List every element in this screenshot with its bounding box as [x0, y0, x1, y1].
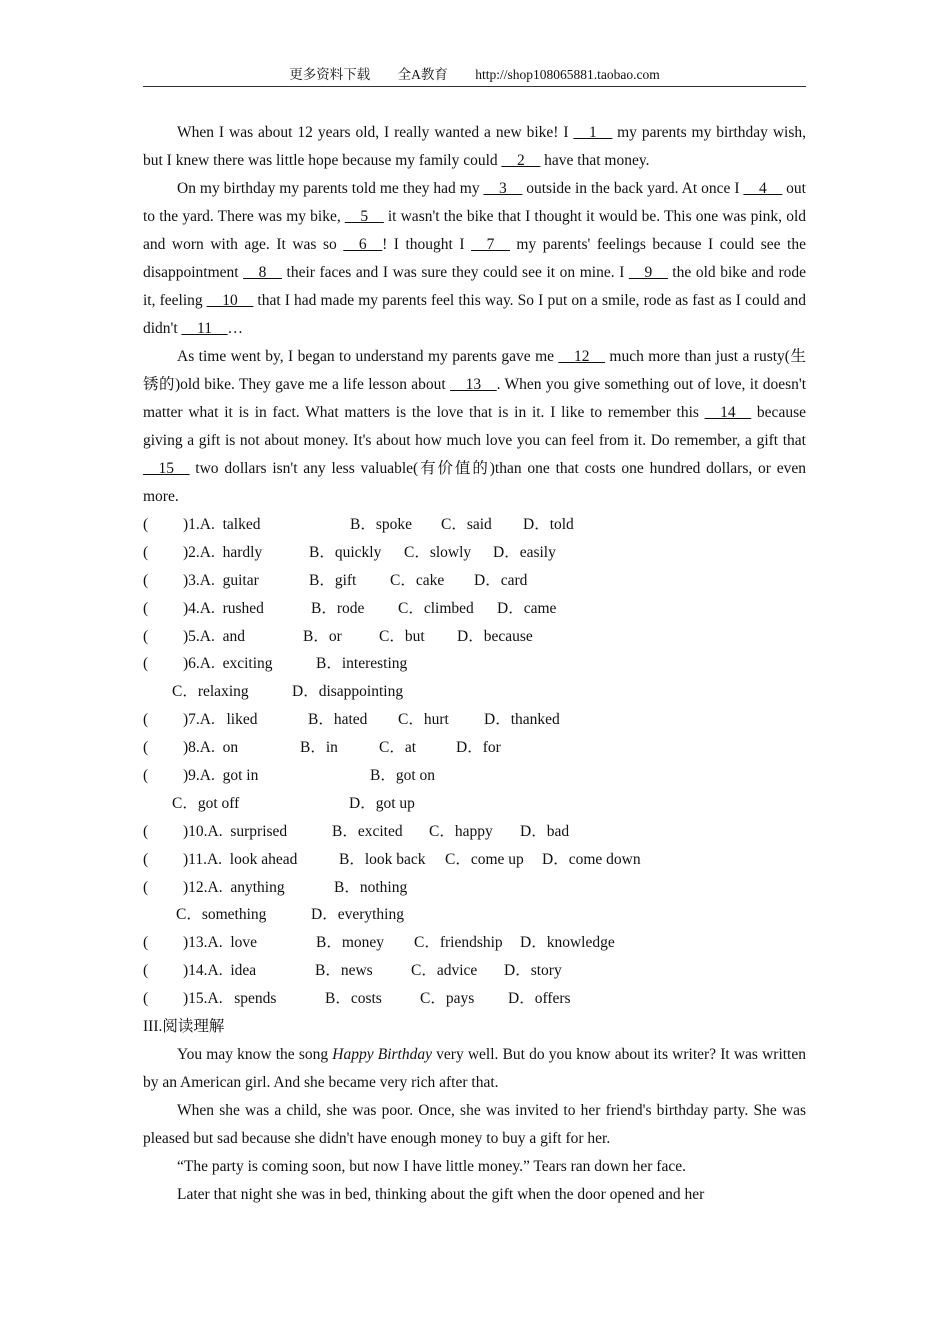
- reading_paragraphs-paragraph: [143, 1041, 806, 1097]
- answer-option: D．disappointing: [292, 683, 404, 701]
- answer-option: )12.A. anything: [183, 878, 285, 896]
- answer-option: )10.A. surprised: [183, 822, 288, 840]
- blank-number: __11__: [181, 320, 228, 337]
- passage-text: that I had made my parents feel this way. So I put on a smile, rode as fast as I could and didn't: [143, 292, 806, 337]
- answer-option: D．came: [497, 599, 557, 617]
- answer-option: B．excited: [332, 822, 403, 840]
- answer-option: D．easily: [493, 543, 556, 561]
- passage-text: …: [227, 320, 243, 337]
- answer-option: B．nothing: [334, 878, 408, 896]
- answer-option: )15.A. spends: [183, 990, 277, 1008]
- answer-bracket: (: [143, 543, 149, 561]
- answer-option: D．thanked: [484, 711, 560, 729]
- reading_paragraphs-paragraph: [143, 1097, 806, 1153]
- answer-option: C．come up: [445, 850, 524, 868]
- answer-bracket: (: [143, 934, 149, 952]
- blank-number: __9__: [628, 264, 668, 281]
- passage-text: two dollars isn't any less valuable(有价值的)than one that costs one hundred dollars, or even more.: [143, 460, 806, 505]
- answer-bracket: (: [143, 711, 149, 729]
- question-line: [143, 539, 806, 567]
- answer-bracket: (: [143, 599, 149, 617]
- song-title: Happy Birthday: [332, 1046, 432, 1064]
- answer-option: C．at: [379, 739, 417, 757]
- answer-option: )6.A. exciting: [183, 655, 273, 673]
- question-line: [143, 929, 806, 957]
- answer-option: )14.A. idea: [183, 962, 257, 980]
- document-body: [143, 119, 806, 1209]
- answer-bracket: (: [143, 767, 149, 785]
- answer-option: C．got off: [172, 794, 240, 812]
- passage-text: When I was about 12 years old, I really wanted a new bike! I: [177, 124, 574, 141]
- answer-option: )11.A. look ahead: [183, 850, 298, 868]
- question-line: [143, 595, 806, 623]
- answer-option: B．costs: [325, 990, 382, 1008]
- question-line: [143, 818, 806, 846]
- blank-number: __15__: [143, 460, 190, 477]
- answer-option: )2.A. hardly: [183, 543, 263, 561]
- passage-text: much more than just a rusty(生锈的)old bike. They gave me a life lesson about: [143, 348, 807, 393]
- answer-bracket: (: [143, 850, 149, 868]
- answer-bracket: (: [143, 571, 149, 589]
- question-line: [143, 623, 806, 651]
- answer-option: )4.A. rushed: [183, 599, 264, 617]
- answer-option: B．quickly: [309, 543, 382, 561]
- answer-option: D．come down: [542, 850, 641, 868]
- question-line: [143, 846, 806, 874]
- answer-option: B．in: [300, 739, 338, 757]
- blank-number: __8__: [243, 264, 282, 281]
- passage-text: You may know the song: [177, 1046, 333, 1064]
- passage-text: their faces and I was sure they could see it on mine. I: [281, 264, 629, 281]
- passage-text: As time went by, I began to understand my parents gave me: [177, 348, 559, 365]
- answer-option: D．for: [456, 739, 501, 757]
- answer-option: D．card: [474, 571, 528, 589]
- answer-option: D．everything: [311, 906, 404, 924]
- answer-option: D．bad: [520, 822, 570, 840]
- answer-option: C．advice: [411, 962, 478, 980]
- passage-text: Later that night she was in bed, thinking about the gift when the door opened and her: [177, 1186, 705, 1204]
- answer-option: )13.A. love: [183, 934, 258, 952]
- answer-option: C．friendship: [414, 934, 503, 952]
- passage-text: have that money.: [540, 152, 650, 169]
- answer-option: B．got on: [370, 767, 436, 785]
- blank-number: __14__: [704, 404, 752, 421]
- answer-bracket: (: [143, 990, 149, 1008]
- reading_paragraphs-paragraph: [143, 1153, 806, 1181]
- answer-option: C．but: [379, 627, 425, 645]
- answer-option: B．spoke: [350, 516, 413, 533]
- answer-option: C．climbed: [398, 599, 474, 617]
- passage-text: out to the yard. There was my bike,: [143, 180, 806, 225]
- answer-option: B．rode: [311, 599, 365, 617]
- answer-option: D．got up: [349, 794, 415, 812]
- answer-option: B．hated: [308, 711, 368, 729]
- blank-number: __10__: [206, 292, 254, 309]
- answer-bracket: (: [143, 739, 149, 757]
- question-line: [143, 901, 806, 929]
- header-brand: 全A教育: [397, 67, 448, 82]
- passage-text: . When you give something out of love, it doesn't matter what it is in fact. What matters is the love that is in it. I like to remember this: [143, 376, 806, 421]
- passage-text: my parents my birthday wish, but I knew there was little hope because my family could: [143, 124, 807, 169]
- answer-option: C．something: [176, 906, 267, 924]
- answer-bracket: (: [143, 962, 149, 980]
- header-shop-url: http://shop108065881.taobao.com: [475, 67, 660, 82]
- answer-option: )5.A. and: [183, 627, 245, 645]
- passage-text: my parents' feelings because I could see the disappointment: [143, 236, 806, 281]
- question-list: [143, 511, 806, 1013]
- cloze-passage: [143, 119, 806, 511]
- question-line: [143, 511, 806, 539]
- answer-option: )1.A. talked: [183, 516, 261, 533]
- passage-text: ! I thought I: [382, 236, 472, 253]
- question-line: [143, 734, 806, 762]
- page-header: [143, 66, 806, 87]
- answer-option: C．happy: [429, 822, 493, 840]
- question-line: [143, 678, 806, 706]
- answer-option: D．story: [504, 962, 562, 980]
- answer-bracket: (: [143, 627, 149, 645]
- question-line: [143, 957, 806, 985]
- blank-number: __5__: [344, 208, 384, 225]
- answer-option: D．told: [523, 516, 574, 533]
- question-line: [143, 874, 806, 902]
- answer-option: C．said: [441, 516, 492, 533]
- question-line: [143, 567, 806, 595]
- passage-text: On my birthday my parents told me they had my: [177, 180, 484, 197]
- answer-bracket: (: [143, 516, 149, 533]
- answer-option: B．gift: [309, 571, 357, 589]
- blank-number: __13__: [450, 376, 497, 393]
- answer-bracket: (: [143, 822, 149, 840]
- answer-option: C．relaxing: [172, 683, 249, 701]
- passage-text: outside in the back yard. At once I: [522, 180, 744, 197]
- answer-option: )8.A. on: [183, 739, 239, 757]
- section-heading: III.阅读理解: [143, 1018, 225, 1036]
- answer-option: C．slowly: [404, 543, 472, 561]
- blank-number: __12__: [558, 348, 605, 365]
- answer-option: B．look back: [339, 850, 426, 868]
- question-line: [143, 985, 806, 1013]
- reading_paragraphs-paragraph: [143, 1181, 806, 1209]
- answer-option: B．news: [315, 962, 373, 980]
- answer-bracket: (: [143, 878, 149, 896]
- answer-option: D．because: [457, 627, 533, 645]
- passage-text: “The party is coming soon, but now I have little money.” Tears ran down her face.: [177, 1158, 686, 1176]
- passage-text: it wasn't the bike that I thought it would be. This one was pink, old and worn with age. It was so: [143, 208, 806, 253]
- cloze_paragraphs-paragraph: [143, 343, 806, 511]
- answer-option: )9.A. got in: [183, 767, 259, 785]
- answer-option: B．interesting: [316, 655, 408, 673]
- passage-text: the old bike and rode it, feeling: [143, 264, 807, 309]
- answer-option: B．or: [303, 627, 342, 645]
- blank-number: __6__: [343, 236, 383, 253]
- blank-number: __4__: [743, 180, 783, 197]
- passage-text: because giving a gift is not about money. It's about how much love you can feel from it. Do remember, a gift that: [143, 404, 806, 449]
- blank-number: __1__: [573, 124, 613, 141]
- question-line: [143, 762, 806, 790]
- cloze_paragraphs-paragraph: [143, 119, 806, 175]
- blank-number: __7__: [471, 236, 510, 253]
- passage-text: When she was a child, she was poor. Once, she was invited to her friend's birthday party. She was pleased but sad because she didn't have enough money to buy a gift for her.: [143, 1102, 806, 1148]
- answer-option: C．cake: [390, 571, 445, 589]
- answer-option: )3.A. guitar: [183, 571, 259, 589]
- question-line: [143, 650, 806, 678]
- question-line: [143, 706, 806, 734]
- reading-passage: [143, 1041, 806, 1209]
- answer-option: C．pays: [420, 990, 475, 1008]
- cloze_paragraphs-paragraph: [143, 175, 806, 343]
- answer-option: D．knowledge: [520, 934, 615, 952]
- answer-option: C．hurt: [398, 711, 449, 729]
- blank-number: __3__: [483, 180, 523, 197]
- passage-text: very well. But do you know about its writer? It was written by an American girl. And she became very rich after that.: [143, 1046, 806, 1092]
- blank-number: __2__: [501, 152, 541, 169]
- answer-bracket: (: [143, 655, 149, 673]
- header-download-text: 更多资料下载: [289, 67, 371, 82]
- answer-option: )7.A. liked: [183, 711, 258, 729]
- answer-option: D．offers: [508, 990, 571, 1008]
- answer-option: B．money: [316, 934, 385, 952]
- question-line: [143, 790, 806, 818]
